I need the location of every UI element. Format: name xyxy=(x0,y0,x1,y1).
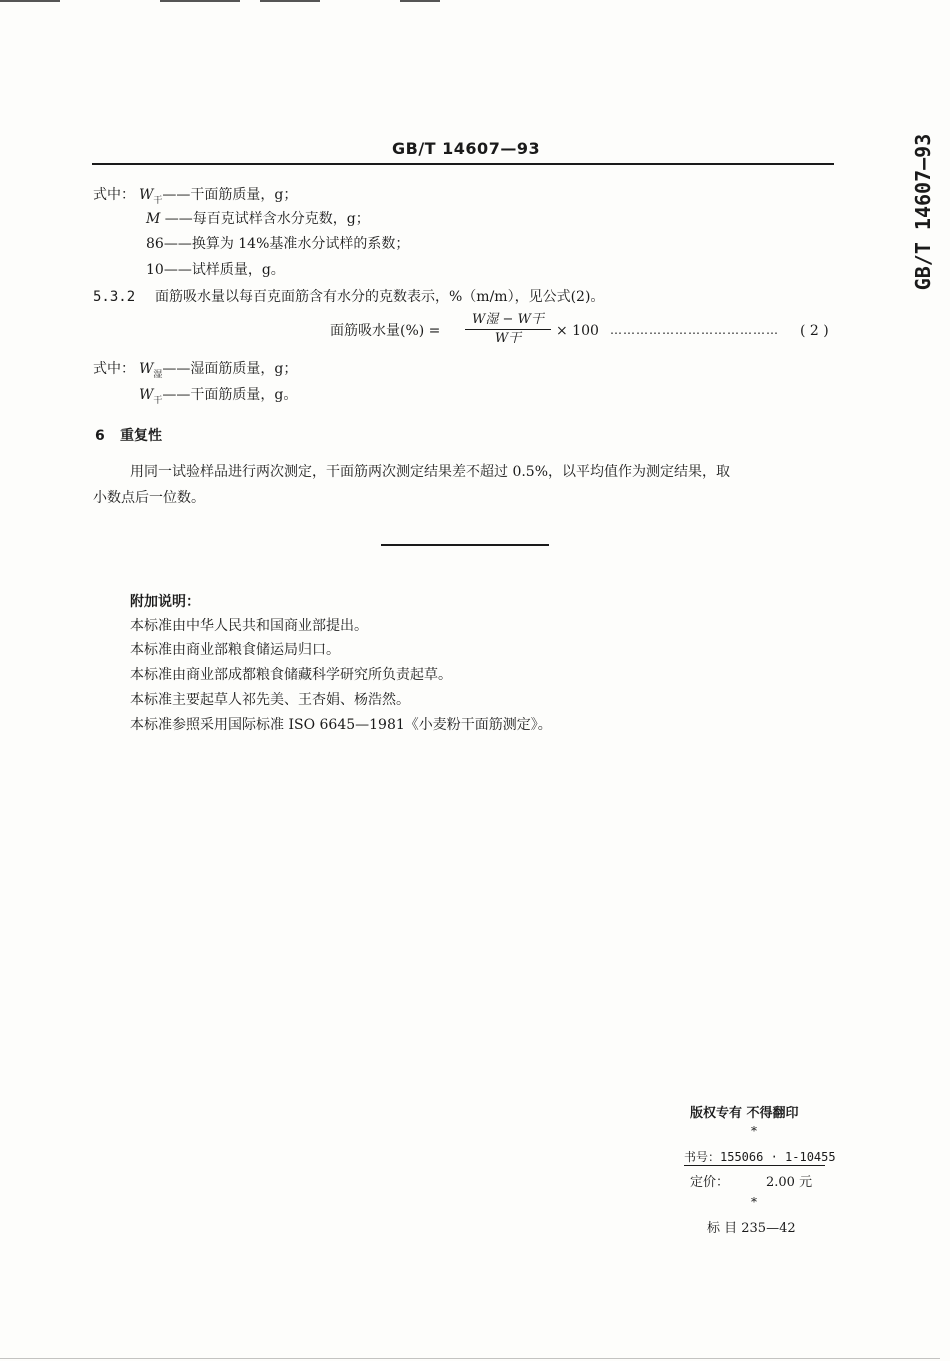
formula2-denominator: W干 xyxy=(494,331,522,346)
notes-line: 本标准参照采用国际标准 ISO 6645—1981《小麦粉干面筋测定》。 xyxy=(130,717,552,733)
legend2-row: $W_干——$干面筋质量，g。 xyxy=(139,387,298,406)
side-label: GB/T 14607—93 xyxy=(911,133,935,291)
notes-line: 本标准由中华人民共和国商业部提出。 xyxy=(130,618,368,634)
legend2-prefix: 式中： xyxy=(93,361,135,377)
legend1-row: 10——试样质量，g。 xyxy=(146,262,285,278)
scan-mark xyxy=(400,0,440,2)
copyright-notice: 版权专有 不得翻印 xyxy=(690,1106,799,1121)
scan-mark xyxy=(260,0,320,2)
star-divider: * xyxy=(751,1195,757,1209)
formula2-times: × 100 xyxy=(556,323,599,339)
fraction-bar xyxy=(465,329,551,330)
notes-title: 附加说明： xyxy=(130,594,200,610)
scan-mark xyxy=(0,0,60,2)
scan-mark xyxy=(0,1358,940,1359)
clause-text: 面筋吸水量以每百克面筋含有水分的克数表示，%（m/m），见公式(2)。 xyxy=(155,289,605,305)
section-number: 6 xyxy=(95,428,105,444)
section-paragraph-line: 小数点后一位数。 xyxy=(93,490,205,506)
notes-line: 本标准主要起草人祁先美、王杏娟、杨浩然。 xyxy=(130,692,410,708)
header-rule xyxy=(92,163,834,165)
scan-mark xyxy=(160,0,240,2)
book-number: 书号：155066 · 1-10455 xyxy=(684,1150,836,1164)
formula2-label: ( 2 ) xyxy=(800,323,829,339)
legend1-row: 86——换算为 14%基准水分试样的系数； xyxy=(146,236,410,252)
formula2-fraction xyxy=(465,312,551,347)
catalog-number: 标 目 235—42 xyxy=(707,1221,796,1236)
formula2-leader-dots: ………………………………… xyxy=(610,323,779,337)
star-divider: * xyxy=(751,1124,757,1138)
price-value: 2.00 元 xyxy=(766,1175,813,1190)
page-header-code: GB/T 14607—93 xyxy=(392,139,541,158)
formula2-lhs: 面筋吸水量(%) = xyxy=(330,323,441,339)
legend2-row: $W_湿——$湿面筋质量，g； xyxy=(139,361,298,380)
notes-line: 本标准由商业部粮食储运局归口。 xyxy=(130,642,340,658)
notes-line: 本标准由商业部成都粮食储藏科学研究所负责起草。 xyxy=(130,667,452,683)
legend1-row: M ——每百克试样含水分克数，g； xyxy=(146,211,370,227)
formula2-numerator: W湿 − W干 xyxy=(472,312,544,327)
price-label: 定价： xyxy=(690,1175,730,1190)
colophon-rule xyxy=(684,1165,825,1166)
clause-number: 5.3.2 xyxy=(93,289,136,305)
section-paragraph-line: 用同一试验样品进行两次测定，干面筋两次测定结果差不超过 0.5%，以平均值作为测定结果，取 xyxy=(130,464,731,480)
legend1-prefix: 式中： xyxy=(93,187,135,203)
legend1-row: $W_干——$干面筋质量，g； xyxy=(139,187,298,206)
end-rule xyxy=(381,544,549,546)
section-title: 重复性 xyxy=(120,428,162,444)
